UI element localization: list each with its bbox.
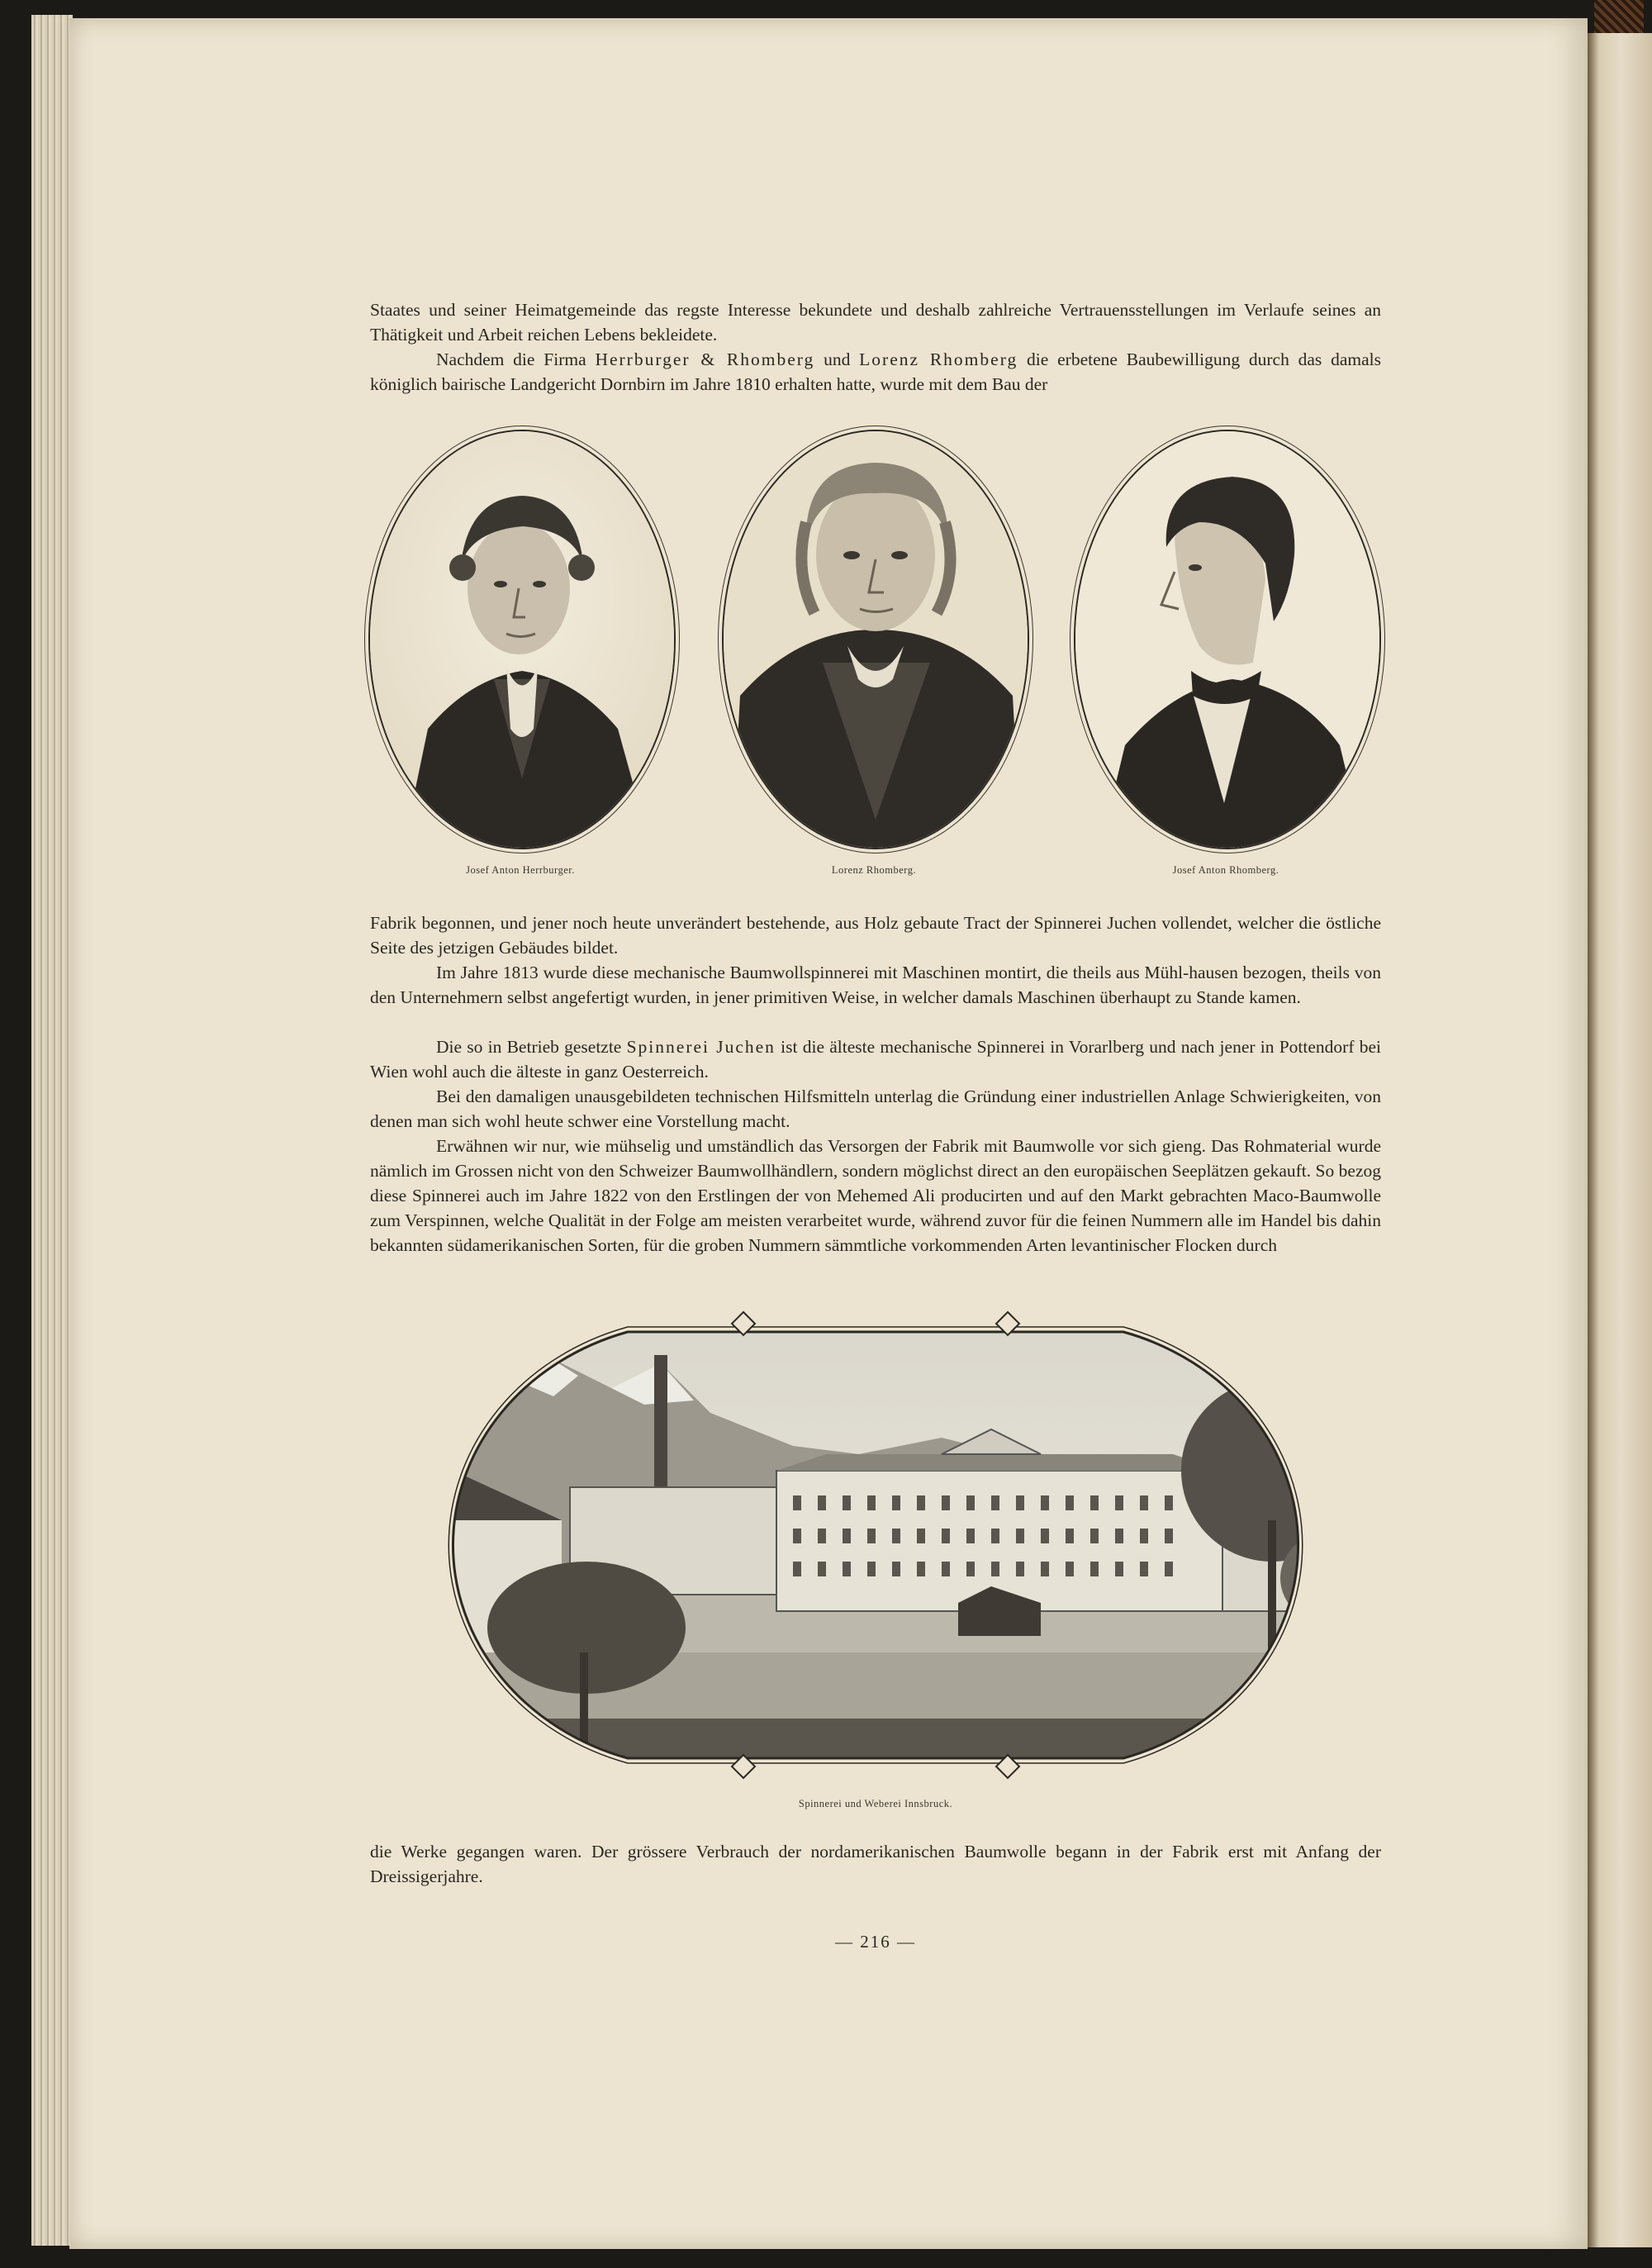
- firm-name: Herrburger & Rhomberg: [595, 349, 815, 369]
- paragraph-1: [370, 297, 1381, 347]
- spinnerei-name: Spinnerei Juchen: [626, 1037, 776, 1057]
- paragraph-8: die Werke gegangen waren. Der grössere Verbrauch der nordamerikanischen Baumwolle begann in der Fabrik erst mit Anfang der Dreissigerjahre.: [370, 1842, 1381, 1886]
- portrait-herrburger: [368, 430, 676, 849]
- bookmark-ribbon: [1594, 0, 1644, 35]
- facing-page-edge: [1588, 33, 1652, 2247]
- portrait-lorenz-rhomberg: [722, 430, 1029, 849]
- paragraph-2: Nachdem die Firma Herrburger & Rhomberg und Lorenz Rhomberg die erbetene Baubewilligung durch das damals königlich bairische Landgericht Dornbirn im Jahre 1810 erhalten hatte, wurde mit dem Bau der: [370, 349, 1382, 394]
- paragraph-6: Bei den damaligen unausgebildeten technischen Hilfsmitteln unterlag die Gründung einer industriellen Anlage Schwierigkeiten, von denen man sich wohl heute schwer eine Vorstellung macht.: [370, 1086, 1381, 1131]
- person-name: Lorenz Rhomberg: [859, 349, 1018, 369]
- page-stack-edge: [31, 15, 73, 2246]
- page-number: — 216 —: [835, 1932, 916, 1952]
- paragraph-5: Die so in Betrieb gesetzte Spinnerei Juchen ist die älteste mechanische Spinnerei in Vorarlberg und nach jener in Pottendorf bei Wien wohl auch die älteste in ganz Oesterreich.: [370, 1037, 1381, 1082]
- caption-portrait-left: Josef Anton Herrburger.: [466, 864, 575, 876]
- paragraph-7: Erwähnen wir nur, wie mühselig und umständlich das Versorgen der Fabrik mit Baumwolle vor sich gieng. Das Rohmaterial wurde nämlich im Grossen nicht von den Schweizer Baumwollhändlern, sondern möglichst direct an den europäischen Seeplätzen gekauft. So bezog diese Spinnerei auch im Jahre 1822 von den Erstlingen der von Mehemed Ali producirten und auf den Markt gebrachten Maco-Baumwolle zum Verspinnen, welche Qualität in der Folge am meisten verarbeitet wurde, während zuvor für die feinen Nummern alle im Handel bis dahin bekannten südamerikanischen Sorten, für die groben Nummern sämmtliche vorkommenden Arten levantinischer Flocken durch: [370, 1136, 1381, 1255]
- caption-portrait-right: Josef Anton Rhomberg.: [1172, 864, 1279, 876]
- paragraph-1-text: Staates und seiner Heimatgemeinde das regste Interesse bekundete und deshalb zahlreiche Vertrauensstellungen im Verlaufe seines an Thätigkeit und Arbeit reichen Lebens bekleidete.: [370, 300, 1381, 345]
- paragraph-3: Fabrik begonnen, und jener noch heute unverändert bestehende, aus Holz gebaute Tract der Spinnerei Juchen vollendet, welcher die östliche Seite des jetzigen Gebäudes bildet.: [370, 913, 1381, 958]
- portrait-josef-anton-rhomberg: [1074, 430, 1381, 849]
- caption-factory: Spinnerei und Weberei Innsbruck.: [798, 1798, 953, 1809]
- factory-illustration: [363, 1305, 1388, 1785]
- paragraph-4: Im Jahre 1813 wurde diese mechanische Baumwollspinnerei mit Maschinen montirt, die theils aus Mühl-hausen bezogen, theils von den Unternehmern selbst angefertigt wurden, in jener primitiven Weise, in welcher damals Maschinen überhaupt zu Stande kamen.: [370, 963, 1381, 1007]
- caption-portrait-center: Lorenz Rhomberg.: [831, 864, 917, 876]
